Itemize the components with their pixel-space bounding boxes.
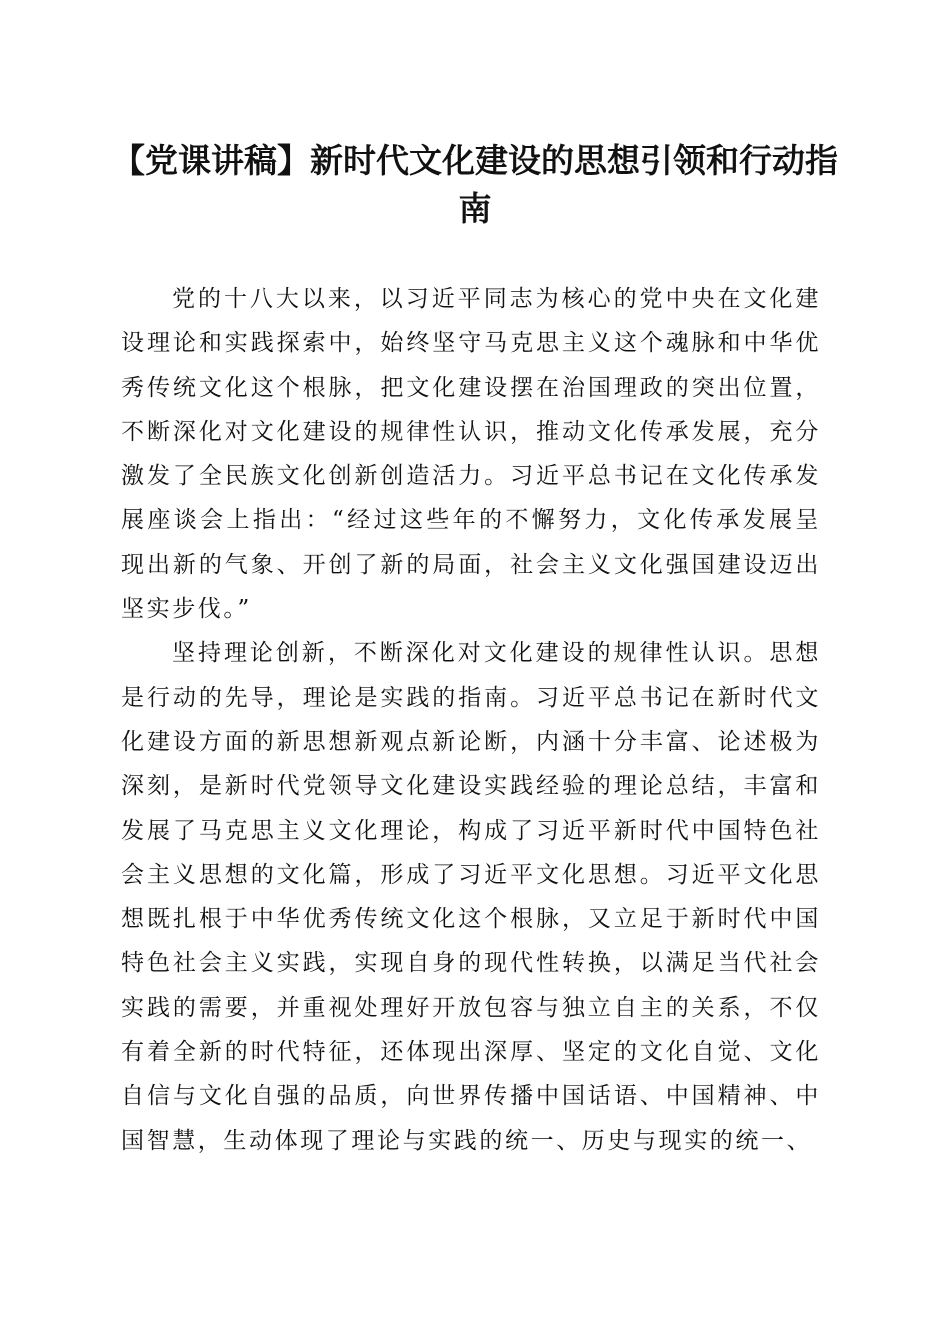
document-body xyxy=(121,277,821,1163)
document-title: 【党课讲稿】新时代文化建设的思想引领和行动指南 xyxy=(112,141,838,228)
paragraph-2: 坚持理论创新，不断深化对文化建设的规律性认识。思想是行动的先导，理论是实践的指南。习近平总书记在新时代文化建设方面的新思想新观点新论断，内涵十分丰富、论述极为深刻，是新时代党领导文化建设实践经验的理论总结，丰富和发展了马克思主义文化理论，构成了习近平新时代中国特色社会主义思想的文化篇，形成了习近平文化思想。习近平文化思想既扎根于中华优秀传统文化这个根脉，又立足于新时代中国特色社会主义实践，实现自身的现代性转换，以满足当代社会实践的需要，并重视处理好开放包容与独立自主的关系，不仅有着全新的时代特征，还体现出深厚、坚定的文化自觉、文化自信与文化自强的品质，向世界传播中国话语、中国精神、中国智慧，生动体现了理论与实践的统一、历史与现实的统一、 xyxy=(121,640,821,1154)
paragraph-1: 党的十八大以来，以习近平同志为核心的党中央在文化建设理论和实践探索中，始终坚守马克思主义这个魂脉和中华优秀传统文化这个根脉，把文化建设摆在治国理政的突出位置，不断深化对文化建设的规律性认识，推动文化传承发展，充分激发了全民族文化创新创造活力。习近平总书记在文化传承发展座谈会上指出：“经过这些年的不懈努力，文化传承发展呈现出新的气象、开创了新的局面，社会主义文化强国建设迈出坚实步伐。” xyxy=(121,286,821,623)
